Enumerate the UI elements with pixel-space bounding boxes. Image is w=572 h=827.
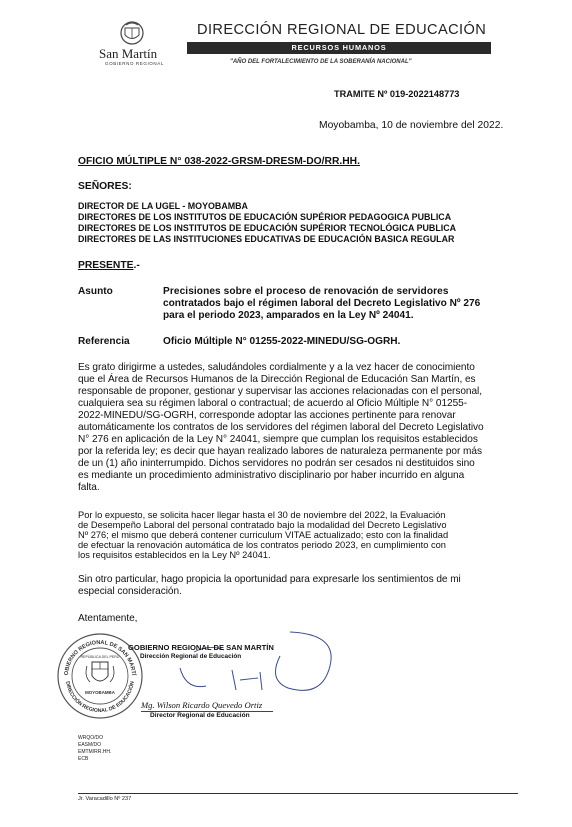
stamp-inner-text: REPÚBLICA DEL PERÚ: [80, 655, 120, 659]
tramite-number: TRAMITE Nº 019-2022148773: [334, 89, 460, 99]
signature-org: GOBIERNO REGIONAL DE SAN MARTÍN: [128, 643, 274, 652]
initials-line: WRQO/DO: [78, 735, 103, 741]
body-line: N° 276 en aplicación de la Ley N° 24041, siempre que cumplan los requisitos establecidos: [78, 434, 478, 445]
body-line: Nº 276; el mismo que deberá contener curriculum VITAE actualizado; esto con la finalidad: [78, 530, 449, 540]
body-line: por la referida ley; es decir que hayan realizado labores de naturaleza permanente por más: [78, 446, 482, 457]
presente-text: PRESENTE: [78, 260, 134, 271]
closing: Atentamente,: [78, 613, 138, 624]
logo-subtitle: GOBIERNO REGIONAL: [105, 61, 164, 66]
recipient-line: DIRECTORES DE LOS INSTITUTOS DE EDUCACIÓN SUPÉRIOR TECNOLÓGICA PUBLICA: [78, 223, 457, 233]
body-line: cualquiera sea su régimen laboral o contractual; de acuerdo al Oficio Múltiple N° 01255-: [78, 398, 468, 409]
asunto-label: Asunto: [78, 286, 113, 297]
header-slogan: "AÑO DEL FORTALECIMIENTO DE LA SOBERANÍA NACIONAL": [230, 59, 412, 65]
initials-line: EASM/DO: [78, 742, 102, 748]
body-line: que el Área de Recursos Humanos de la Dirección Regional de Educación San Martín, es: [78, 374, 476, 385]
body-line: 2022-MINEDU/SG-OGRH, corresponde adoptar las acciones pertinente para renovar: [78, 410, 456, 421]
signatory-role: Director Regional de Educación: [150, 712, 250, 719]
body-line: Por lo expuesto, se solicita hacer llegar hasta el 30 de noviembre del 2022, la Evaluación: [78, 510, 446, 520]
body-line: es mediante un procedimiento administrativo disciplinario por haber incurrido en alguna: [78, 470, 465, 481]
document-title: OFICIO MÚLTIPLE N° 038-2022-GRSM-DRESM-DO/RR.HH.: [78, 156, 360, 167]
stamp-ring-top: OBIERNO REGIONAL DE SAN MARTÍ: [63, 639, 137, 676]
asunto-line: Precisiones sobre el proceso de renovación de servidores: [163, 286, 449, 297]
body-line: responsable de proponer, gestionar y supervisar las acciones relacionadas con el personal,: [78, 386, 482, 397]
body-line: de Desempeño Laboral del personal contratado bajo la modalidad del Decreto Legislativo: [78, 520, 447, 530]
recipient-line: DIRECTOR DE LA UGEL - MOYOBAMBA: [78, 201, 248, 211]
presente-label: [78, 260, 140, 271]
asunto-line: para el periodo 2023, amparados en la Ley Nº 24041.: [163, 310, 414, 321]
coat-of-arms-icon: [92, 20, 172, 48]
referencia-label: Referencia: [78, 336, 130, 347]
document-date: Moyobamba, 10 de noviembre del 2022.: [319, 120, 504, 131]
body-line: especial consideración.: [78, 586, 182, 597]
initials-line: ECB: [78, 756, 89, 762]
body-line: los requisitos establecidos en la Ley Nº 24041.: [78, 550, 271, 560]
footer-address: Jr. Varacadillo Nº 237: [78, 796, 132, 802]
presente-suffix: .-: [133, 260, 140, 271]
salutation: SEÑORES:: [78, 181, 132, 192]
recipient-line: DIRECTORES DE LOS INSTITUTOS DE EDUCACIÓN SUPÉRIOR PEDAGOGICA PUBLICA: [78, 212, 452, 222]
body-line: automáticamente los contratos de los servidores del régimen laboral del Decreto Legislativo: [78, 422, 484, 433]
header-department-bar: RECURSOS HUMANOS: [187, 42, 491, 54]
signature-department: Dirección Regional de Educación: [140, 653, 242, 660]
stamp-shield-icon: [86, 662, 114, 682]
body-line: Sin otro particular, hago propicia la oportunidad para expresarle los sentimientos de mi: [78, 574, 461, 585]
handwritten-signature: [140, 626, 340, 706]
signatory-name: Mg. Wilson Ricardo Quevedo Ortiz: [141, 700, 263, 710]
referencia-value: Oficio Múltiple N° 01255-2022-MINEDU/SG-OGRH.: [163, 336, 401, 347]
initials-line: EMTM/RR.HH.: [78, 749, 112, 755]
logo-name: San Martín: [99, 46, 158, 61]
body-line: Es grato dirigirme a ustedes, saludándoles cordialmente y a la vez hacer de conocimiento: [78, 362, 475, 373]
stamp-ring-bottom: DIRECCIÓN REGIONAL DE EDUCACIÓN: [64, 680, 136, 715]
asunto-line: contratados bajo el régimen laboral del Decreto Legislativo Nº 276: [163, 298, 481, 309]
body-line: falta.: [78, 482, 100, 493]
stamp-city: MOYOBAMBA: [85, 690, 115, 695]
body-line: de efectuar la renovación automática de los contratos periodo 2023, en cumplimiento con: [78, 540, 446, 550]
footer-divider: [78, 793, 518, 794]
recipient-line: DIRECTORES DE LAS INSTITUCIONES EDUCATIVAS DE EDUCACIÓN BASICA REGULAR: [78, 234, 455, 244]
header-title: DIRECCIÓN REGIONAL DE EDUCACIÓN: [197, 22, 487, 38]
body-line: de un (1) año ininterrumpido. Dichos servidores no podrán ser cesados ni destituidos sino: [78, 458, 475, 469]
